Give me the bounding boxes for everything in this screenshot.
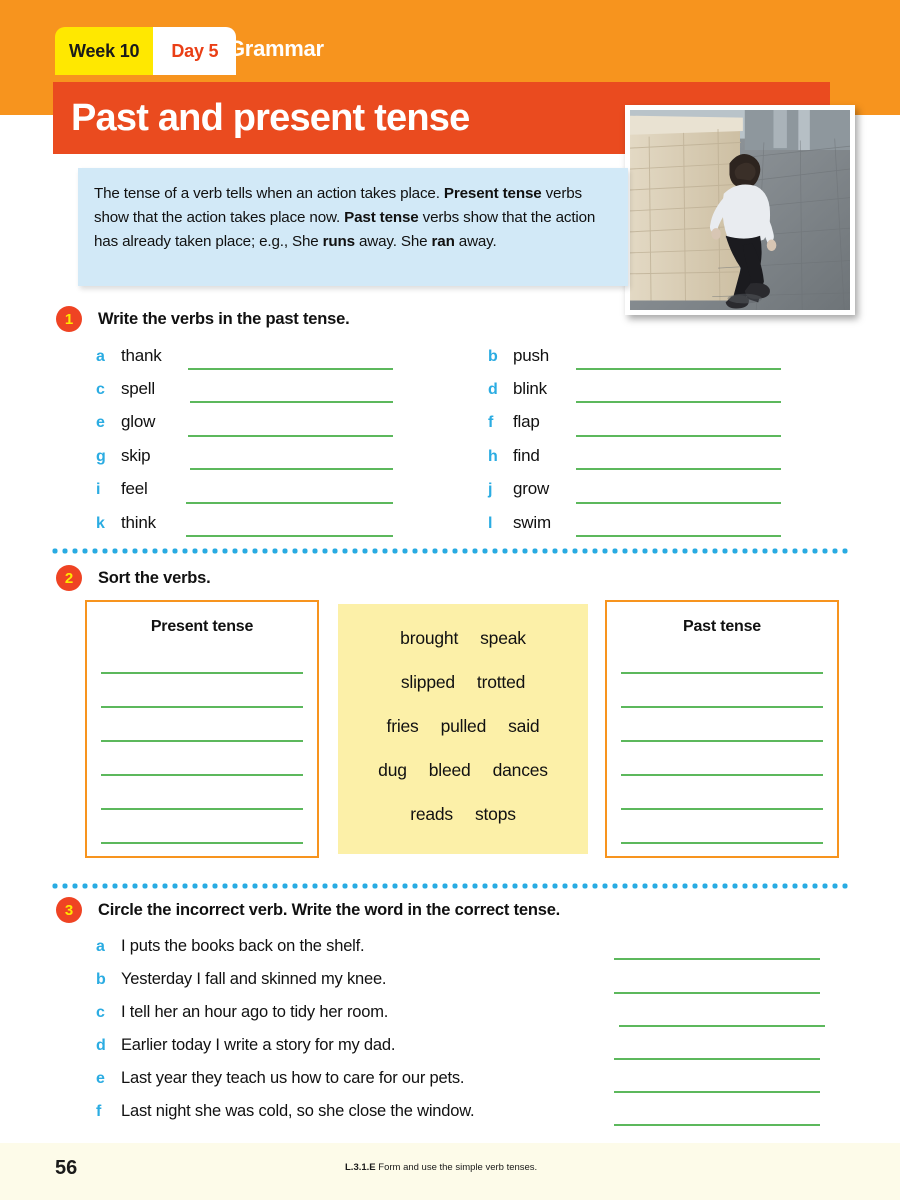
- week-tab[interactable]: [55, 27, 153, 75]
- info-text-4: away. She: [354, 233, 432, 250]
- word-stops[interactable]: stops: [474, 803, 516, 824]
- q1-word-find: find: [513, 446, 540, 465]
- page-number: 56: [55, 1157, 78, 1179]
- past-tense-line-3[interactable]: [621, 740, 823, 742]
- word-bank-row-3: [338, 704, 588, 748]
- info-text-3: verbs show that the action has already taken place; e.g., She: [94, 209, 596, 250]
- q1-answer-line-f[interactable]: [576, 435, 781, 437]
- q3-sentence-f: Last night she was cold, so she close the window.: [121, 1102, 475, 1120]
- q3-answer-line-d[interactable]: [614, 1058, 820, 1060]
- day-label: Day 5: [171, 40, 219, 61]
- q3-item-f: [96, 1102, 474, 1121]
- info-bold-past-tense: Past tense: [344, 209, 419, 226]
- q1-item-h: [488, 446, 566, 466]
- q1-word-swim: swim: [513, 513, 551, 532]
- page-title: Past and present tense: [71, 96, 470, 139]
- q1-item-g: [96, 446, 174, 466]
- info-text-1: The tense of a verb tells when an action takes place.: [94, 185, 444, 202]
- q3-item-b: [96, 970, 386, 989]
- q3-sentence-e: Last year they teach us how to care for our pets.: [121, 1069, 465, 1087]
- q1-item-e: [96, 412, 174, 432]
- q3-sentence-d: Earlier today I write a story for my dad.: [121, 1036, 396, 1054]
- q1-word-push: push: [513, 346, 550, 365]
- word-bank-row-2: [338, 660, 588, 704]
- footer: [0, 1143, 900, 1200]
- word-bank-row-4: [338, 748, 588, 792]
- q3-sentence-c: I tell her an hour ago to tidy her room.: [121, 1003, 389, 1021]
- info-text-5: away.: [454, 233, 497, 250]
- q3-item-a: [96, 937, 364, 956]
- question-1-number: 1: [56, 306, 82, 332]
- q1-answer-line-e[interactable]: [188, 435, 393, 437]
- question-3-number: 3: [56, 897, 82, 923]
- q1-answer-line-i[interactable]: [186, 502, 393, 504]
- q1-letter-a: a: [96, 348, 105, 365]
- word-pulled[interactable]: pulled: [440, 715, 487, 736]
- q3-letter-d: d: [96, 1037, 106, 1054]
- q1-item-k: [96, 513, 174, 533]
- q3-answer-line-f[interactable]: [614, 1124, 820, 1126]
- word-reads[interactable]: reads: [410, 803, 453, 824]
- word-bank-row-1: [338, 616, 588, 660]
- q3-letter-b: b: [96, 971, 106, 988]
- past-tense-line-5[interactable]: [621, 808, 823, 810]
- word-said[interactable]: said: [508, 715, 540, 736]
- q1-item-a: [96, 346, 174, 366]
- q1-word-spell: spell: [121, 379, 155, 398]
- day-tab[interactable]: [153, 27, 236, 75]
- q3-answer-line-c[interactable]: [619, 1025, 825, 1027]
- q3-answer-line-e[interactable]: [614, 1091, 820, 1093]
- word-brought[interactable]: brought: [400, 627, 459, 648]
- q1-answer-line-g[interactable]: [190, 468, 393, 470]
- divider-2: [50, 883, 850, 889]
- q1-letter-g: g: [96, 448, 106, 465]
- info-bold-ran: ran: [431, 233, 455, 250]
- standard-text: Form and use the simple verb tenses.: [375, 1162, 538, 1173]
- q1-answer-line-a[interactable]: [188, 368, 393, 370]
- info-bold-runs: runs: [322, 233, 355, 250]
- q1-word-grow: grow: [513, 479, 550, 498]
- q1-answer-line-c[interactable]: [190, 401, 393, 403]
- q3-letter-f: f: [96, 1103, 102, 1120]
- q1-answer-line-h[interactable]: [576, 468, 781, 470]
- q1-item-j: [488, 479, 566, 499]
- question-2-number: 2: [56, 565, 82, 591]
- q1-letter-d: d: [488, 381, 498, 398]
- q1-letter-e: e: [96, 414, 105, 431]
- word-dug[interactable]: dug: [378, 759, 407, 780]
- info-box: [78, 168, 628, 286]
- q3-answer-line-b[interactable]: [614, 992, 820, 994]
- q1-answer-line-j[interactable]: [576, 502, 781, 504]
- q1-item-i: [96, 479, 174, 499]
- question-3-title: Circle the incorrect verb. Write the word in the correct tense.: [98, 901, 561, 919]
- present-tense-box[interactable]: [85, 600, 319, 858]
- present-tense-line-5[interactable]: [101, 808, 303, 810]
- past-tense-line-2[interactable]: [621, 706, 823, 708]
- q1-item-d: [488, 379, 566, 399]
- q1-answer-line-d[interactable]: [576, 401, 781, 403]
- q1-item-l: [488, 513, 566, 533]
- q3-item-c: [96, 1003, 388, 1022]
- q1-item-c: [96, 379, 174, 399]
- q1-answer-line-k[interactable]: [186, 535, 393, 537]
- week-label: Week 10: [69, 40, 140, 61]
- past-tense-line-4[interactable]: [621, 774, 823, 776]
- present-tense-line-1[interactable]: [101, 672, 303, 674]
- q1-word-flap: flap: [513, 412, 540, 431]
- standard-reference: [345, 1162, 537, 1173]
- info-bold-present-tense: Present tense: [443, 185, 542, 202]
- word-dances[interactable]: dances: [492, 759, 548, 780]
- word-fries[interactable]: fries: [386, 715, 419, 736]
- q1-word-glow: glow: [121, 412, 156, 431]
- present-tense-header: Present tense: [150, 618, 254, 635]
- past-tense-line-6[interactable]: [621, 842, 823, 844]
- q3-letter-e: e: [96, 1070, 105, 1087]
- q3-answer-line-a[interactable]: [614, 958, 820, 960]
- question-1-title: Write the verbs in the past tense.: [98, 310, 350, 328]
- past-tense-header: Past tense: [682, 618, 762, 635]
- q3-sentence-b: Yesterday I fall and skinned my knee.: [121, 970, 387, 988]
- q1-item-f: [488, 412, 566, 432]
- q1-letter-f: f: [488, 414, 494, 431]
- word-bank: [338, 604, 588, 854]
- q3-sentence-a: I puts the books back on the shelf.: [121, 937, 365, 955]
- divider-1: [50, 548, 850, 554]
- present-tense-line-6[interactable]: [101, 842, 303, 844]
- q1-letter-h: h: [488, 448, 498, 465]
- subject-label: Grammar: [228, 36, 324, 61]
- word-trotted[interactable]: trotted: [476, 671, 526, 692]
- q1-word-blink: blink: [513, 379, 547, 398]
- q1-letter-j: j: [488, 481, 493, 498]
- present-tense-line-4[interactable]: [101, 774, 303, 776]
- q1-word-thank: thank: [121, 346, 162, 365]
- q1-word-think: think: [121, 513, 156, 532]
- q1-letter-l: l: [488, 515, 493, 532]
- info-box-text: [94, 182, 610, 254]
- q1-word-feel: feel: [121, 479, 148, 498]
- info-text-2: verbs show that the action takes place now.: [94, 185, 583, 226]
- photo-girl-running: [625, 105, 855, 315]
- q3-letter-c: c: [96, 1004, 105, 1021]
- past-tense-box[interactable]: [605, 600, 839, 858]
- question-2-title: Sort the verbs.: [98, 569, 211, 587]
- q3-letter-a: a: [96, 938, 105, 955]
- q1-letter-c: c: [96, 381, 105, 398]
- q1-word-skip: skip: [121, 446, 151, 465]
- past-tense-line-1[interactable]: [621, 672, 823, 674]
- q3-item-e: [96, 1069, 464, 1088]
- word-bleed[interactable]: bleed: [428, 759, 471, 780]
- word-bank-row-5: [338, 792, 588, 836]
- q1-letter-k: k: [96, 515, 105, 532]
- q1-item-b: [488, 346, 566, 366]
- word-slipped[interactable]: slipped: [400, 671, 455, 692]
- week-day-tab-group: [55, 27, 236, 75]
- q3-item-d: [96, 1036, 395, 1055]
- q1-letter-b: b: [488, 348, 498, 365]
- standard-code: L.3.1.E: [345, 1162, 376, 1173]
- q1-answer-line-l[interactable]: [576, 535, 781, 537]
- word-speak[interactable]: speak: [480, 627, 526, 648]
- q1-letter-i: i: [96, 481, 101, 498]
- q1-answer-line-b[interactable]: [576, 368, 781, 370]
- present-tense-line-3[interactable]: [101, 740, 303, 742]
- present-tense-line-2[interactable]: [101, 706, 303, 708]
